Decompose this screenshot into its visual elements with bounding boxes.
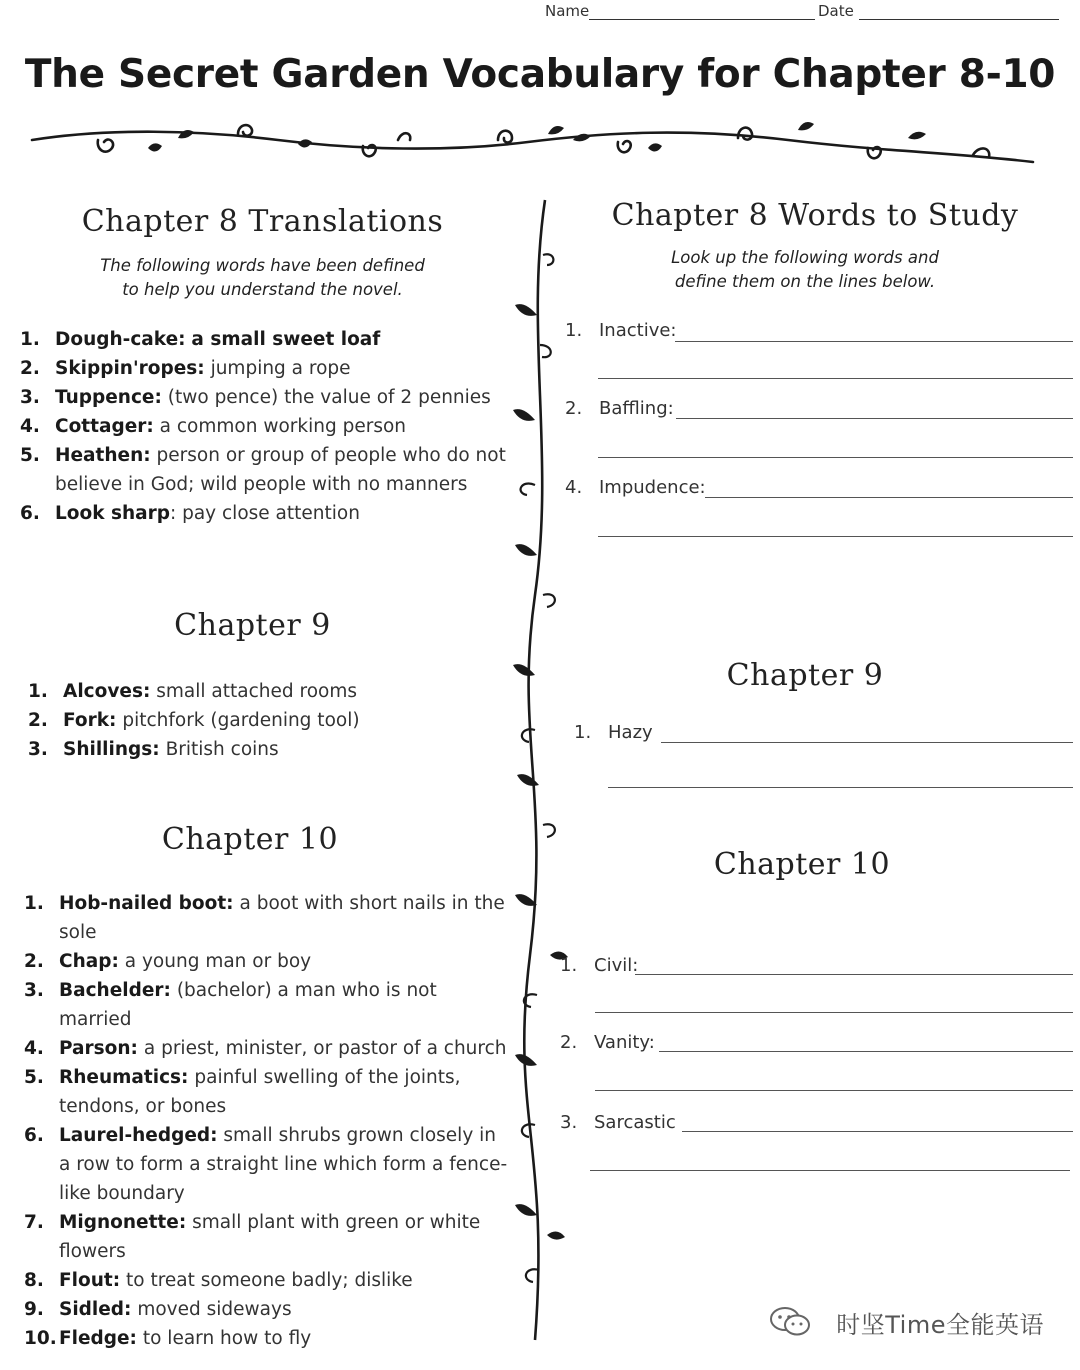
item-number: 6. <box>20 503 40 524</box>
vocab-term: Flout: <box>59 1270 121 1291</box>
study-word: Civil: <box>594 955 639 976</box>
item-number: 2. <box>24 951 44 972</box>
chapter8-translations-subtitle <box>20 254 505 302</box>
vocab-definition: pitchfork (gardening tool) <box>122 710 360 731</box>
vocab-term: Alcoves: <box>63 681 151 702</box>
answer-line[interactable] <box>598 536 1073 537</box>
chapter8-vocab-list <box>20 325 508 528</box>
vocab-term: Tuppence: <box>55 387 162 408</box>
item-number: 4. <box>24 1038 44 1059</box>
chapter10-study-heading: Chapter 10 <box>713 847 891 882</box>
study-word: Impudence: <box>599 477 706 498</box>
vocab-term: Bachelder: <box>59 980 171 1001</box>
answer-line[interactable] <box>675 341 1073 342</box>
chapter8-words-to-study-heading: Chapter 8 Words to Study <box>611 198 1019 233</box>
vocab-definition: : pay close attention <box>169 503 360 524</box>
item-number: 3. <box>560 1112 578 1133</box>
answer-line[interactable] <box>608 787 1073 788</box>
vine-divider-decoration <box>28 100 1038 185</box>
vocab-item <box>24 1266 508 1295</box>
vocab-definition: a small sweet loaf <box>191 329 381 350</box>
name-label: Name <box>545 2 590 20</box>
vocab-term: Sidled: <box>59 1299 132 1320</box>
vocab-term: Fledge: <box>59 1328 137 1349</box>
vocab-definition: a young man or boy <box>124 951 312 972</box>
watermark-text: 时坚Time全能英语 <box>836 1311 1044 1339</box>
vocab-definition: small attached rooms <box>156 681 357 702</box>
vocab-item <box>20 325 508 354</box>
vocab-term: Skippin'ropes: <box>55 358 205 379</box>
item-number: 3. <box>24 980 44 1001</box>
vocab-item <box>24 1295 508 1324</box>
vocab-definition: painful swelling of the joints, tendons, or bones <box>59 1067 461 1117</box>
answer-line[interactable] <box>598 457 1073 458</box>
vocab-term: Chap: <box>59 951 119 972</box>
chapter9-heading: Chapter 9 <box>174 608 331 643</box>
vocab-item <box>24 947 508 976</box>
item-number: 3. <box>20 387 40 408</box>
answer-line[interactable] <box>682 1131 1073 1132</box>
answer-line[interactable] <box>595 1090 1073 1091</box>
vocab-term: Dough-cake: <box>55 329 186 350</box>
subtitle-line: to help you understand the novel. <box>122 280 403 299</box>
vocab-definition: moved sideways <box>137 1299 292 1320</box>
wechat-icon <box>768 1306 812 1343</box>
vocab-item <box>24 1063 508 1121</box>
vocab-definition: small shrubs grown closely in a row to form a straight line which form a fence-like boundary <box>59 1125 508 1204</box>
name-field[interactable] <box>545 2 815 20</box>
date-label: Date <box>818 2 854 20</box>
vocab-item <box>20 383 508 412</box>
study-item <box>560 1032 1075 1056</box>
chapter9-vocab-list <box>28 677 498 764</box>
study-word: Inactive: <box>599 320 677 341</box>
item-number: 2. <box>28 710 48 731</box>
answer-line[interactable] <box>635 974 1073 975</box>
item-number: 4. <box>565 477 583 498</box>
item-number: 1. <box>574 722 592 743</box>
vocab-definition: a priest, minister, or pastor of a church <box>143 1038 507 1059</box>
item-number: 1. <box>24 893 44 914</box>
vocab-term: Parson: <box>59 1038 138 1059</box>
vocab-item <box>24 1034 508 1063</box>
item-number: 2. <box>560 1032 578 1053</box>
answer-line[interactable] <box>595 1012 1073 1013</box>
answer-line[interactable] <box>659 1051 1073 1052</box>
vocab-definition: jumping a rope <box>210 358 351 379</box>
study-item <box>560 1112 1075 1136</box>
date-line <box>859 5 1059 20</box>
vocab-definition: (bachelor) a man who is not married <box>59 980 437 1030</box>
study-word: Hazy <box>608 722 653 743</box>
name-line <box>589 5 815 20</box>
vocab-item <box>20 441 508 499</box>
item-number: 9. <box>24 1299 44 1320</box>
vocab-item <box>28 735 498 764</box>
item-number: 1. <box>565 320 583 341</box>
answer-line[interactable] <box>661 742 1073 743</box>
item-number: 4. <box>20 416 40 437</box>
vocab-item <box>24 889 508 947</box>
item-number: 6. <box>24 1125 44 1146</box>
vocab-definition: a common working person <box>159 416 407 437</box>
vocab-item <box>24 1121 508 1208</box>
subtitle-line: The following words have been defined <box>100 256 425 275</box>
item-number: 2. <box>565 398 583 419</box>
study-word: Vanity: <box>594 1032 655 1053</box>
answer-line[interactable] <box>676 418 1073 419</box>
item-number: 10. <box>24 1328 57 1349</box>
subtitle-line: define them on the lines below. <box>674 272 936 291</box>
vocab-term: Laurel-hedged: <box>59 1125 218 1146</box>
vocab-item <box>20 412 508 441</box>
vocab-item <box>20 354 508 383</box>
page-title: The Secret Garden Vocabulary for Chapter 8-10 <box>24 52 1056 97</box>
chapter9-study-heading: Chapter 9 <box>726 658 884 693</box>
answer-line[interactable] <box>590 1170 1070 1171</box>
vocab-definition: to learn how to fly <box>142 1328 312 1349</box>
vocab-item <box>24 1208 508 1266</box>
vocab-item <box>28 706 498 735</box>
item-number: 3. <box>28 739 48 760</box>
answer-line[interactable] <box>598 378 1073 379</box>
vocab-definition: person or group of people who do not believe in God; wild people with no manners <box>55 445 506 495</box>
item-number: 1. <box>20 329 40 350</box>
vocab-term: Shillings: <box>63 739 160 760</box>
vocab-term: Mignonette: <box>59 1212 187 1233</box>
vocab-item <box>24 976 508 1034</box>
date-field[interactable] <box>818 2 1059 20</box>
study-word: Baffling: <box>599 398 674 419</box>
vocab-item <box>28 677 498 706</box>
item-number: 8. <box>24 1270 44 1291</box>
vocab-definition: small plant with green or white flowers <box>59 1212 481 1262</box>
chapter8-words-to-study-subtitle <box>575 246 1035 294</box>
vocab-definition: a boot with short nails in the sole <box>59 893 505 943</box>
vocab-term: Look sharp <box>55 503 170 524</box>
study-word: Sarcastic <box>594 1112 676 1133</box>
item-number: 7. <box>24 1212 44 1233</box>
chapter10-heading: Chapter 10 <box>161 822 339 857</box>
study-item <box>560 955 1075 979</box>
vocab-term: Rheumatics: <box>59 1067 189 1088</box>
item-number: 5. <box>20 445 40 466</box>
vocab-term: Hob-nailed boot: <box>59 893 234 914</box>
answer-line[interactable] <box>705 497 1073 498</box>
item-number: 2. <box>20 358 40 379</box>
subtitle-line: Look up the following words and <box>671 248 939 267</box>
item-number: 1. <box>28 681 48 702</box>
item-number: 5. <box>24 1067 44 1088</box>
vocab-item <box>20 499 508 528</box>
vocab-definition: (two pence) the value of 2 pennies <box>167 387 491 408</box>
chapter8-translations-heading: Chapter 8 Translations <box>81 204 444 239</box>
chapter10-vocab-list <box>24 889 508 1353</box>
vocab-definition: British coins <box>165 739 279 760</box>
vocab-term: Heathen: <box>55 445 151 466</box>
vocab-term: Fork: <box>63 710 117 731</box>
vocab-term: Cottager: <box>55 416 154 437</box>
vocab-item <box>24 1324 508 1353</box>
item-number: 1. <box>560 955 578 976</box>
vocab-definition: to treat someone badly; dislike <box>126 1270 413 1291</box>
